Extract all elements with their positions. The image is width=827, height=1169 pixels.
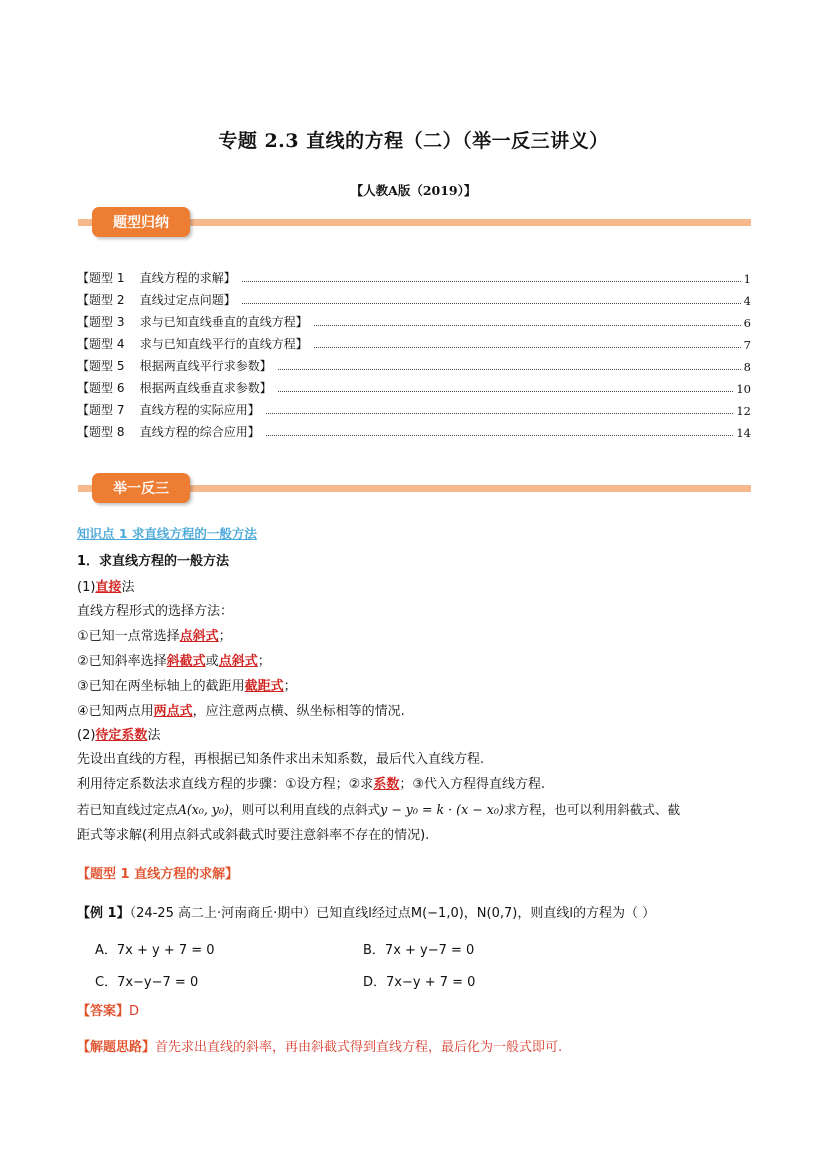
choice-4-prefix: ④已知两点用 [77, 704, 154, 719]
method-1-key: 直接 [95, 580, 122, 595]
toc-leader [242, 281, 741, 282]
paragraph-3-c: 求方程，也可以利用斜截式、截 [503, 802, 681, 817]
knowledge-heading: 1．求直线方程的一般方法 [77, 554, 230, 569]
method-2-suffix: 法 [147, 728, 161, 743]
toc-item[interactable] [77, 420, 751, 440]
solution-idea-text: 首先求出直线的斜率，再由斜截式得到直线方程，最后化为一般式即可. [155, 1040, 563, 1055]
option-a[interactable]: A．7x + y + 7 = 0 [95, 943, 215, 958]
choice-2-prefix: ②已知斜率选择 [77, 654, 167, 669]
section-banner-practice: 举一反三 [92, 473, 190, 503]
document-title: 专题 2.3 直线的方程（二）（举一反三讲义） [218, 130, 609, 152]
paragraph-2-key: 系数 [373, 777, 400, 792]
choice-3-key: 截距式 [244, 679, 284, 694]
answer-label: 【答案】 [77, 1004, 130, 1019]
toc-item[interactable] [77, 354, 751, 374]
method-2-key: 待定系数 [95, 728, 148, 743]
toc-leader [278, 391, 734, 392]
toc-item[interactable] [77, 266, 751, 286]
paragraph-4: 距式等求解(利用点斜式或斜截式时要注意斜率不存在的情况). [77, 828, 430, 843]
choice-3-suffix: ； [283, 679, 297, 694]
paragraph-3-b: ，则可以利用直线的点斜式 [229, 802, 381, 817]
method-1 [77, 579, 134, 597]
example-1 [77, 905, 655, 923]
solution-idea [77, 1039, 562, 1057]
toc-item-label: 【题型 7 直线方程的实际应用】 [77, 403, 260, 417]
paragraph-1: 先设出直线的方程，再根据已知条件求出未知系数，最后代入直线方程. [77, 752, 485, 767]
answer [77, 1003, 139, 1021]
document-subtitle: 【人教A版（2019）】 [350, 183, 477, 198]
point-slope-formula: y − y₀ = k · (x − x₀) [380, 802, 504, 817]
choice-4-suffix: ，应注意两点横、纵坐标相等的情况. [192, 704, 405, 719]
toc-item-page: 8 [743, 360, 751, 374]
choice-1-suffix: ； [218, 629, 232, 644]
choice-4-key: 两点式 [153, 704, 193, 719]
toc-leader [266, 435, 734, 436]
toc-leader [242, 303, 741, 304]
section-banner-summary: 题型归纳 [92, 207, 190, 237]
toc-item-label: 【题型 8 直线方程的综合应用】 [77, 425, 260, 439]
toc-item-label: 【题型 6 根据两直线垂直求参数】 [77, 381, 272, 395]
answer-value: D [129, 1004, 140, 1019]
choice-2-key-2: 点斜式 [218, 654, 258, 669]
toc-item[interactable] [77, 310, 751, 330]
toc-item-page: 10 [736, 382, 751, 396]
paragraph-2-suffix: ；③代入方程得直线方程. [399, 777, 546, 792]
toc-item-label: 【题型 1 直线方程的求解】 [77, 271, 236, 285]
knowledge-point-title: 知识点 1 求直线方程的一般方法 [77, 526, 257, 541]
paragraph-3-a: 若已知直线过定点 [77, 802, 178, 817]
paragraph-2 [77, 776, 545, 794]
method-2-prefix: (2) [77, 728, 96, 743]
toc-item-label: 【题型 4 求与已知直线平行的直线方程】 [77, 337, 308, 351]
option-d[interactable]: D．7x−y + 7 = 0 [363, 975, 476, 990]
toc-item-label: 【题型 2 直线过定点问题】 [77, 293, 236, 307]
toc-item-label: 【题型 5 根据两直线平行求参数】 [77, 359, 272, 373]
toc-item[interactable] [77, 332, 751, 352]
choice-1 [77, 628, 232, 646]
choice-2-mid: 或 [205, 654, 219, 669]
paragraph-2-prefix: 利用待定系数法求直线方程的步骤：①设方程；②求 [77, 777, 374, 792]
solution-idea-label: 【解题思路】 [77, 1040, 156, 1055]
toc-leader [266, 413, 734, 414]
choice-1-prefix: ①已知一点常选择 [77, 629, 180, 644]
toc-item-page: 4 [743, 294, 751, 308]
paragraph-3 [77, 801, 680, 819]
choice-2 [77, 653, 271, 671]
choice-2-suffix: ； [257, 654, 271, 669]
toc-item-page: 14 [736, 426, 751, 440]
example-1-text: （24-25 高二上·河南商丘·期中）已知直线l经过点M(−1,0)，N(0,7)，则直线l的方程为（ ） [129, 906, 656, 921]
select-method-text: 直线方程形式的选择方法： [77, 604, 234, 619]
toc-item[interactable] [77, 288, 751, 308]
choice-4 [77, 703, 405, 721]
option-b[interactable]: B．7x + y−7 = 0 [363, 943, 475, 958]
choice-1-key: 点斜式 [179, 629, 219, 644]
method-1-prefix: (1) [77, 580, 96, 595]
fixed-point-formula: A(x₀, y₀) [177, 802, 229, 817]
option-c[interactable]: C．7x−y−7 = 0 [95, 975, 199, 990]
toc-item[interactable] [77, 398, 751, 418]
toc-item[interactable] [77, 376, 751, 396]
choice-2-key-1: 斜截式 [166, 654, 206, 669]
toc-item-page: 12 [736, 404, 751, 418]
choice-3-prefix: ③已知在两坐标轴上的截距用 [77, 679, 245, 694]
type-1-title: 【题型 1 直线方程的求解】 [77, 867, 239, 882]
toc-leader [314, 347, 741, 348]
toc-item-page: 6 [743, 316, 751, 330]
toc-leader [314, 325, 741, 326]
toc-item-page: 7 [743, 338, 751, 352]
example-1-label: 【例 1】 [77, 906, 130, 921]
toc-leader [278, 369, 741, 370]
method-1-suffix: 法 [121, 580, 135, 595]
choice-3 [77, 678, 297, 696]
method-2 [77, 727, 160, 745]
toc-item-page: 1 [743, 272, 751, 286]
toc-item-label: 【题型 3 求与已知直线垂直的直线方程】 [77, 315, 308, 329]
